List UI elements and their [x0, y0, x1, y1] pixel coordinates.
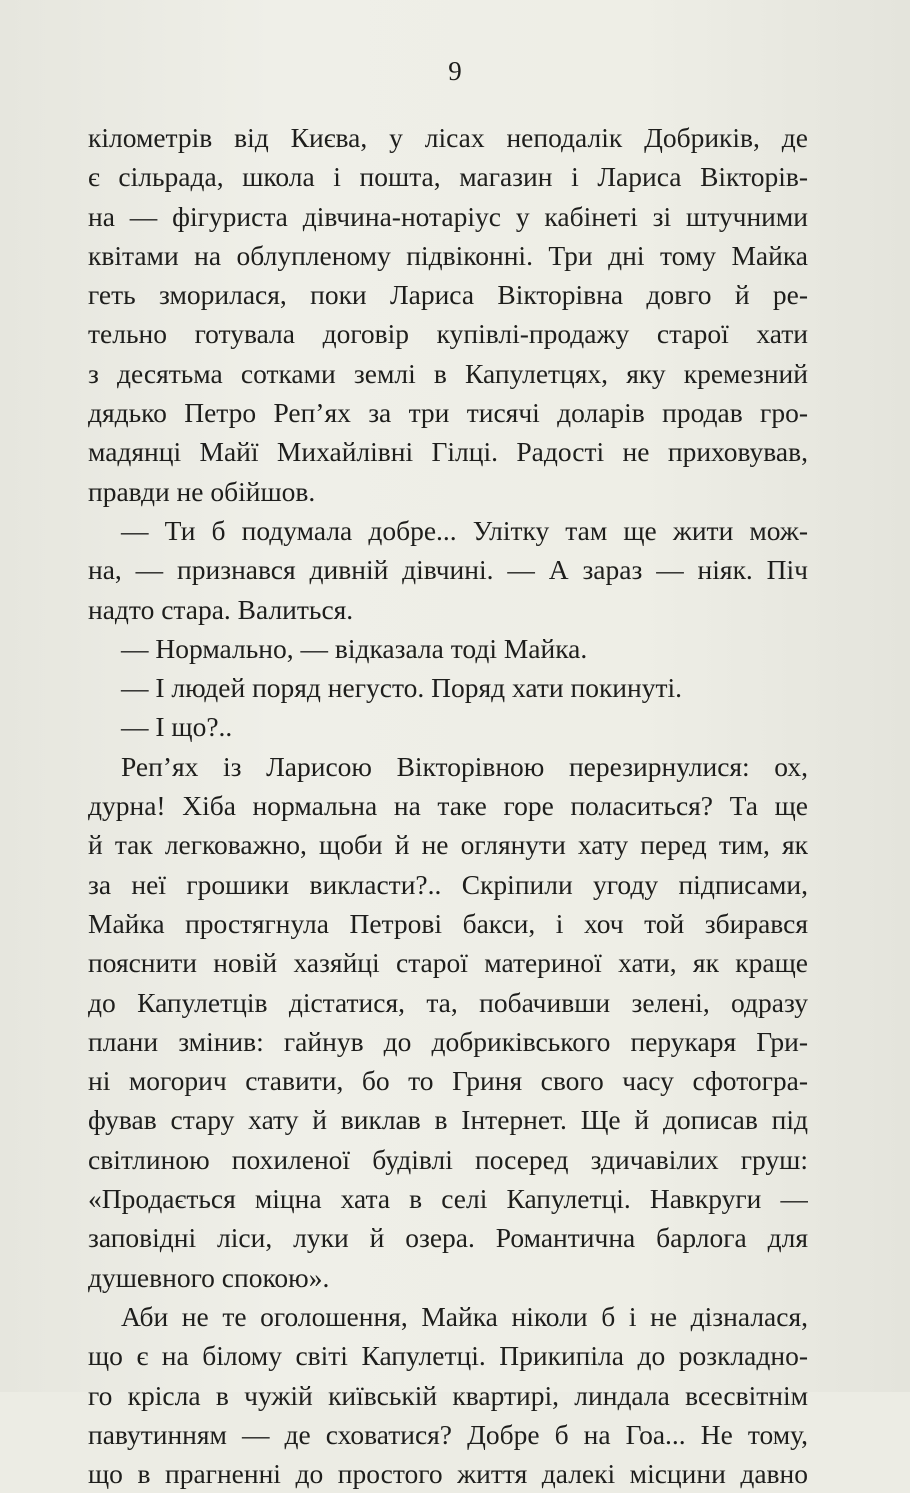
text-line: мадянці Майї Михайлівні Гілці. Радості не приховував,: [88, 436, 808, 468]
text-line: павутинням — де сховатися? Добре б на Гоа... Не тому,: [88, 1418, 808, 1450]
text-line: до Капулетців дістатися, та, побачивши зелені, одразу: [88, 986, 808, 1018]
text-line: на, — признався дивній дівчині. — А зараз — ніяк. Піч: [88, 554, 808, 586]
text-line: й так легковажно, щоби й не оглянути хату перед тим, як: [88, 829, 808, 861]
text-line: дурна! Хіба нормальна на таке горе поласиться? Та ще: [88, 790, 808, 822]
text-line: Майка простягнула Петрові бакси, і хоч той збирався: [88, 907, 808, 939]
text-line: тельно готувала договір купівлі-продажу старої хати: [88, 318, 808, 350]
text-line: надто стара. Валиться.: [88, 593, 354, 625]
text-line: Реп’ях із Ларисою Вікторівною перезирнулися: ох,: [121, 750, 808, 782]
text-line: що є на білому світі Капулетці. Прикипіла до розкладно-: [88, 1340, 808, 1372]
text-line: ні могорич ставити, бо то Гриня свого часу сфотогра-: [88, 1065, 808, 1097]
body-text: [88, 118, 808, 1493]
text-line: кілометрів від Києва, у лісах неподалік Добриків, де: [88, 122, 808, 153]
text-line: го крісла в чужій київській квартирі, линдала всесвітнім: [88, 1379, 808, 1411]
text-line: є сільрада, школа і пошта, магазин і Лариса Вікторів-: [88, 161, 808, 193]
text-line: на — фігуриста дівчина-нотаріус у кабінеті зі штучними: [88, 200, 808, 232]
page-number: 9: [448, 56, 462, 86]
text-line: — І що?..: [121, 711, 233, 743]
text-line: фував стару хату й виклав в Інтернет. Ще й дописав під: [88, 1104, 808, 1136]
text-line: за неї грошики викласти?.. Скріпили угоду підписами,: [88, 868, 808, 900]
text-line: світлиною похиленої будівлі посеред здичавілих груш:: [88, 1143, 808, 1175]
text-line: дядько Петро Реп’ях за три тисячі доларів продав гро-: [88, 397, 808, 429]
text-line: «Продається міцна хата в селі Капулетці. Навкруги —: [88, 1183, 808, 1215]
text-line: Аби не те оголошення, Майка ніколи б і не дізналася,: [121, 1300, 808, 1332]
text-line: що в прагненні до простого життя далекі місцини давно: [88, 1458, 808, 1490]
text-line: плани змінив: гайнув до добриківського перукаря Гри-: [88, 1025, 808, 1057]
text-line: правди не обійшов.: [88, 475, 316, 507]
text-line: — Ти б подумала добре... Улітку там ще жити мож-: [121, 514, 808, 546]
text-line: заповідні ліси, луки й озера. Романтична барлога для: [88, 1222, 808, 1254]
text-line: з десятьма сотками землі в Капулетцях, яку кремезний: [88, 357, 808, 389]
text-line: пояснити новій хазяйці старої материної хати, як краще: [88, 947, 808, 979]
text-line: геть зморилася, поки Лариса Вікторівна довго й ре-: [88, 279, 808, 311]
text-line: душевного спокою».: [88, 1261, 330, 1293]
text-line: — Нормально, — відказала тоді Майка.: [121, 632, 588, 664]
text-line: квітами на облупленому підвіконні. Три дні тому Майка: [88, 239, 808, 271]
text-line: — І людей поряд негусто. Поряд хати покинуті.: [121, 672, 683, 704]
